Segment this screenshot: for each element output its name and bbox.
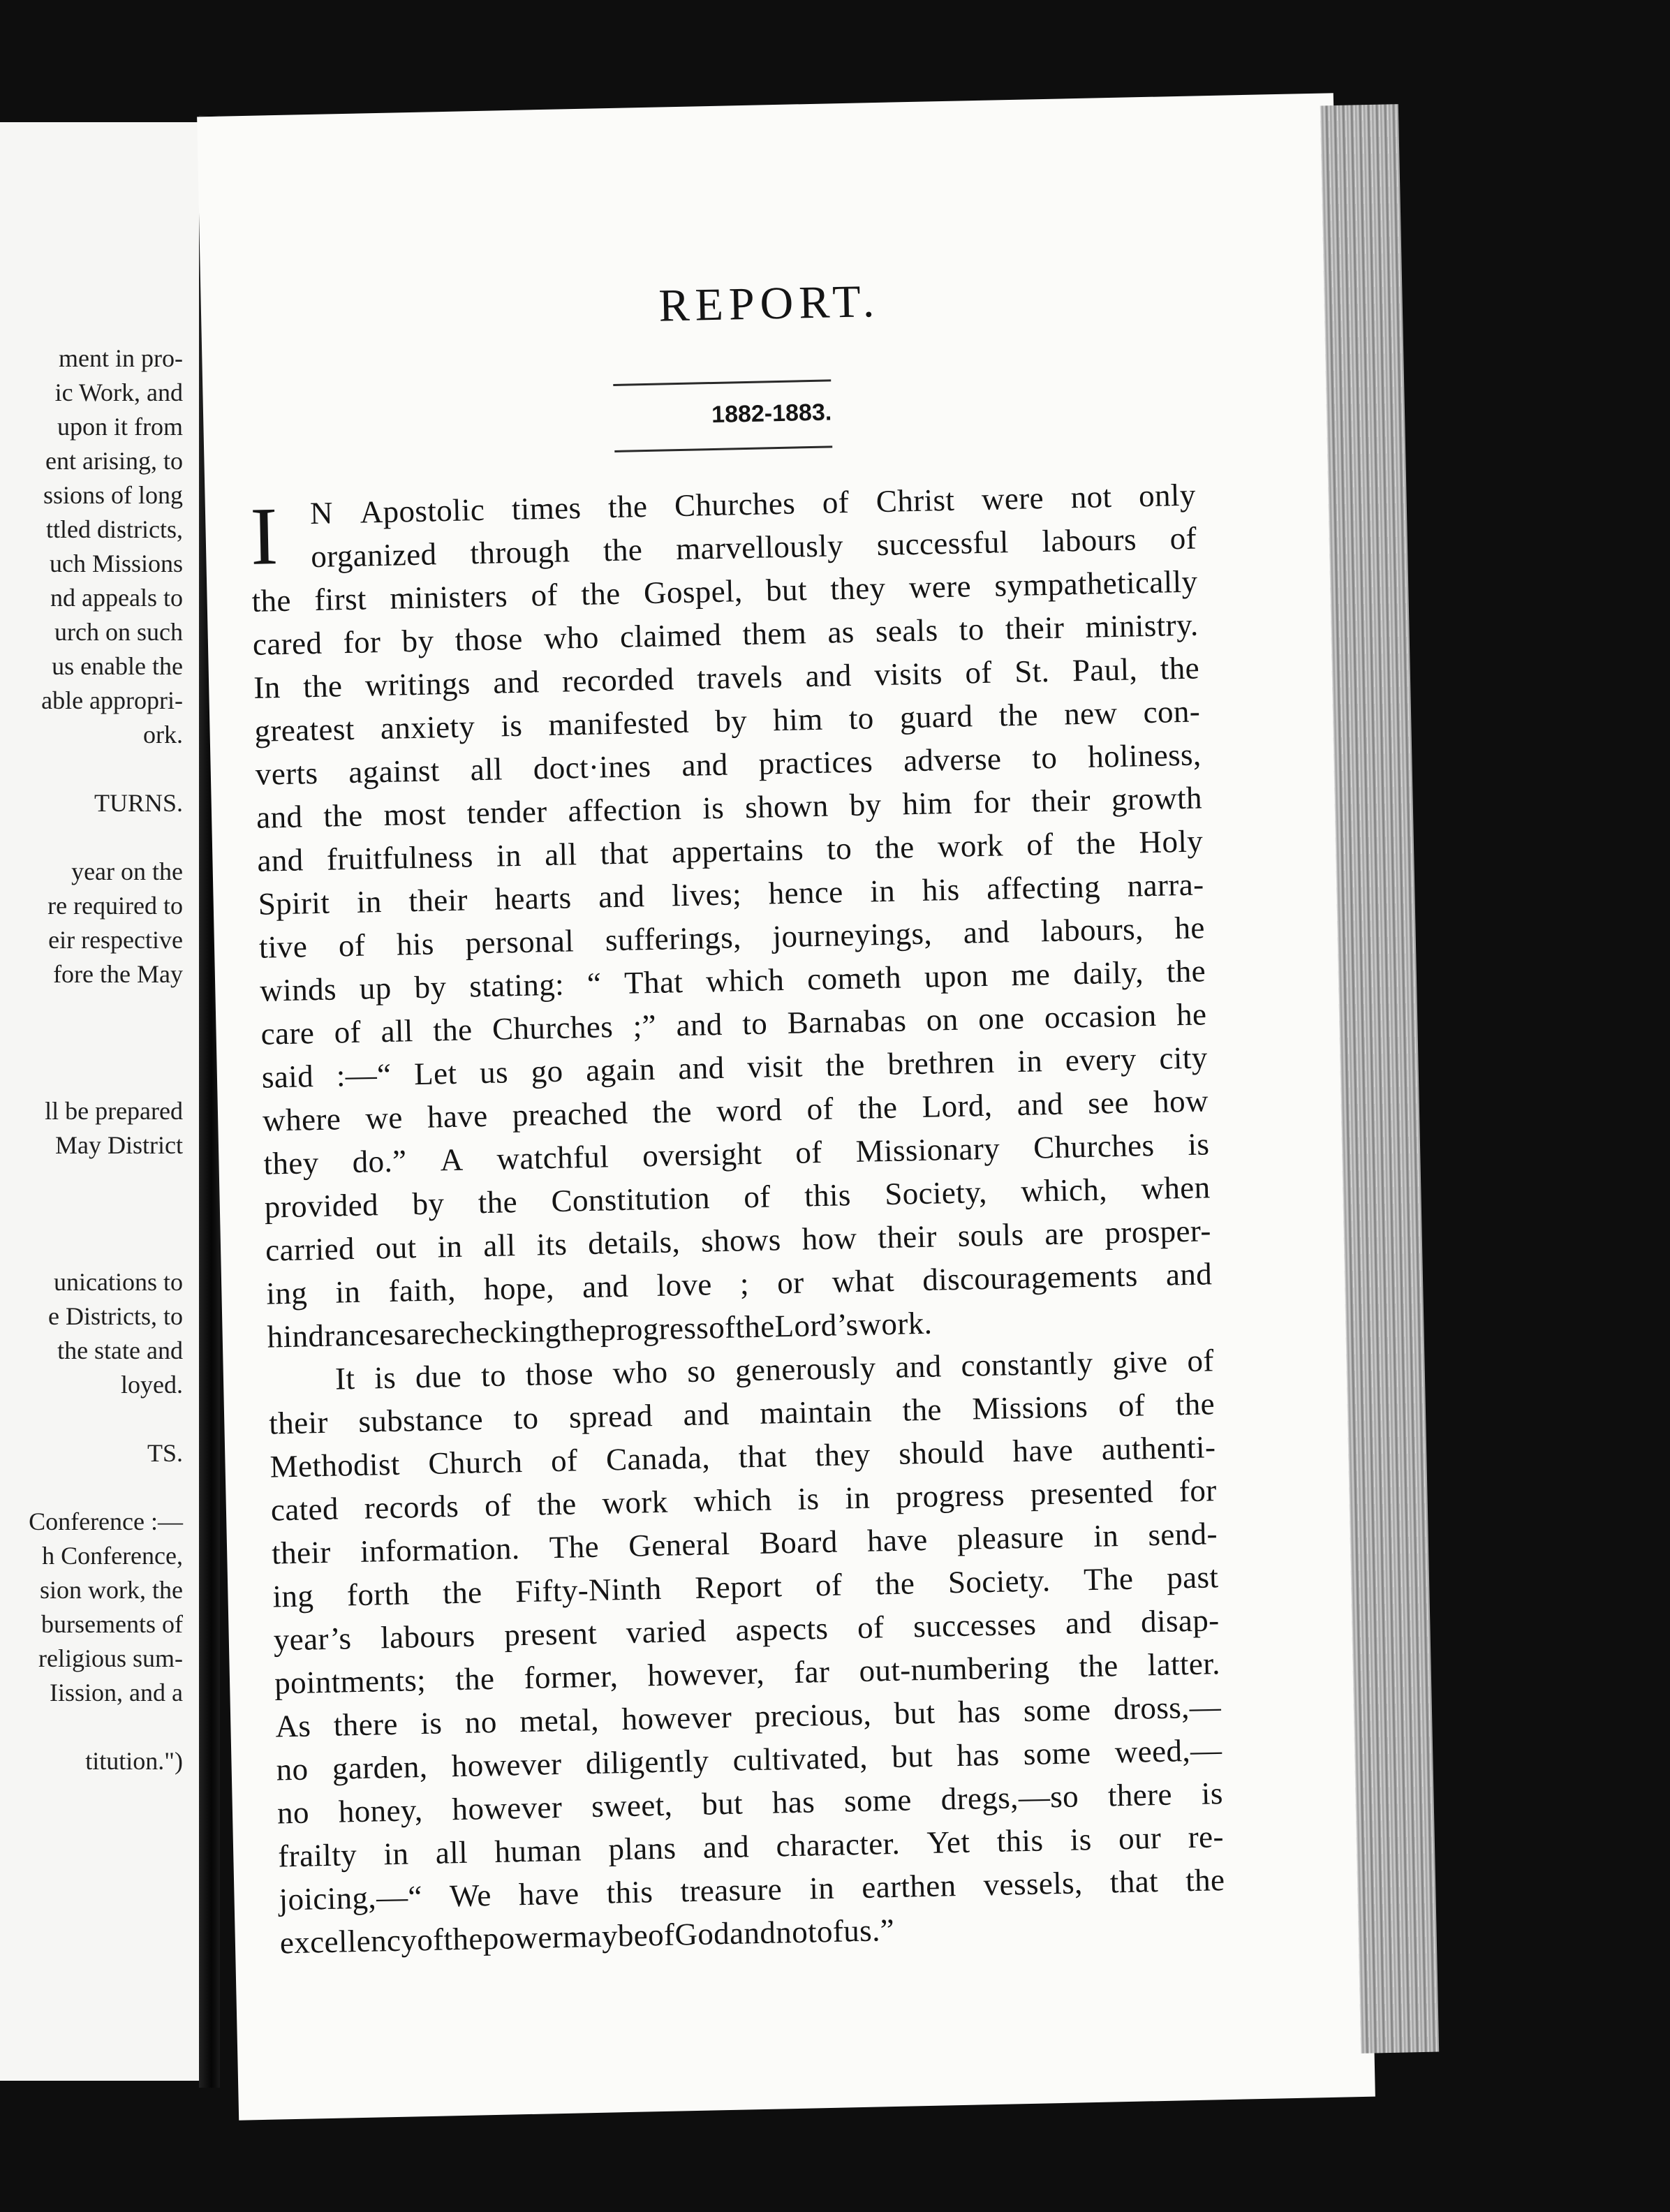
text-line: cared for by those who claimed them as seals to their ministry.	[252, 607, 1199, 662]
text-line: joicing,—“ We have this treasure in earthen vessels, that the	[279, 1862, 1225, 1917]
left-page-line: nd appeals to	[50, 584, 183, 612]
title-rule-bottom	[614, 445, 832, 452]
text-line: and the most tender affection is shown by him for their growth	[256, 780, 1203, 835]
left-page-line: year on the	[71, 857, 183, 885]
text-line: they do.” A watchful oversight of Missionary Churches is	[263, 1126, 1210, 1181]
title-rule-top	[613, 379, 831, 386]
left-page-line: ic Work, and	[54, 378, 183, 406]
left-page-line: Iission, and a	[50, 1679, 183, 1706]
left-page-line: urch on such	[54, 618, 183, 646]
left-page-line: able appropri-	[41, 686, 183, 714]
left-page-line: May District	[55, 1131, 183, 1159]
left-page-line: us enable the	[52, 652, 183, 680]
text-line: excellency of the power may be of God and not of us.”	[279, 1912, 895, 1961]
drop-cap: I	[249, 490, 279, 582]
left-facing-page	[0, 122, 199, 2081]
text-line: organized through the marvellously successful labours of	[310, 520, 1197, 575]
text-line: provided by the Constitution of this Society, which, when	[264, 1170, 1211, 1225]
text-line: winds up by stating: “ That which cometh upon me daily, the	[259, 953, 1206, 1008]
text-line: and fruitfulness in all that appertains to the work of the Holy	[256, 823, 1204, 878]
text-line: their substance to spread and maintain the Missions of the	[268, 1386, 1215, 1441]
left-page-line: unications to	[54, 1268, 183, 1296]
left-page-line: loyed.	[121, 1371, 183, 1399]
left-page-line: the state and	[57, 1336, 183, 1364]
text-line: where we have preached the word of the Lord, and see how	[262, 1083, 1209, 1138]
text-line: pointments; the former, however, far out-numbering the latter.	[274, 1646, 1221, 1701]
page-title: REPORT.	[658, 275, 880, 332]
left-page-line: bursements of	[41, 1610, 183, 1638]
text-line: It is due to those who so generously and constantly give of	[334, 1343, 1215, 1396]
text-line: year’s labours present varied aspects of successes and disap-	[273, 1602, 1220, 1658]
left-page-line: ent arising, to	[45, 447, 183, 475]
left-page-line: titution.")	[85, 1747, 183, 1775]
text-line: greatest anxiety is manifested by him to guard the new con-	[254, 693, 1201, 749]
report-page	[197, 93, 1375, 2120]
text-line: frailty in all human plans and character. Yet this is our re-	[277, 1819, 1225, 1874]
left-page-line: TS.	[147, 1439, 183, 1467]
left-page-line: h Conference,	[42, 1542, 183, 1570]
left-page-line: sion work, the	[40, 1576, 183, 1604]
left-page-line: ork.	[143, 721, 183, 749]
text-line: no garden, however diligently cultivated, but has some weed,—	[276, 1732, 1222, 1787]
text-line: their information. The General Board have pleasure in send-	[271, 1516, 1218, 1571]
left-page-line: ll be prepared	[45, 1097, 183, 1125]
left-page-line: ssions of long	[43, 481, 183, 509]
left-page-line: ment in pro-	[59, 344, 183, 372]
report-year: 1882-1883.	[711, 399, 832, 429]
text-line: ing in faith, hope, and love ; or what discouragements and	[265, 1256, 1213, 1311]
left-page-line: TURNS.	[94, 789, 183, 817]
text-line: As there is no metal, however precious, but has some dross,—	[274, 1689, 1222, 1744]
text-line: ing forth the Fifty-Ninth Report of the Society. The past	[272, 1559, 1219, 1614]
left-page-line: ttled districts,	[46, 515, 183, 543]
text-line: N Apostolic times the Churches of Christ were not only	[309, 477, 1197, 531]
text-line: In the writings and recorded travels and visits of St. Paul, the	[253, 650, 1200, 705]
left-page-line: upon it from	[57, 413, 183, 441]
left-page-line: re required to	[47, 892, 183, 920]
text-line: hindrances are checking the progress of the Lord’s work.	[267, 1305, 933, 1355]
left-page-line: e Districts, to	[48, 1302, 183, 1330]
left-page-line: fore the May	[53, 960, 183, 988]
text-line: Methodist Church of Canada, that they should have authenti-	[269, 1429, 1216, 1484]
text-line: Spirit in their hearts and lives; hence in his affecting narra-	[258, 867, 1204, 922]
text-line: verts against all doct·ines and practices adverse to holiness,	[255, 737, 1202, 792]
text-line: cated records of the work which is in progress presented for	[270, 1473, 1218, 1528]
text-line: the first ministers of the Gospel, but they were sympathetically	[251, 563, 1198, 619]
text-line: care of all the Churches ;” and to Barnabas on one occasion he	[260, 996, 1207, 1052]
left-page-line: uch Missions	[49, 550, 183, 577]
left-page-line: eir respective	[48, 926, 183, 954]
text-line: said :—“ Let us go again and visit the brethren in every city	[261, 1040, 1209, 1095]
left-page-line: religious sum-	[38, 1644, 183, 1672]
left-page-line: Conference :—	[29, 1507, 183, 1535]
text-line: no honey, however sweet, but has some dregs,—so there is	[276, 1776, 1224, 1831]
text-line: carried out in all its details, shows how their souls are prosper-	[265, 1213, 1212, 1268]
text-line: tive of his personal sufferings, journeyings, and labours, he	[258, 910, 1206, 965]
report-body	[249, 473, 1226, 1965]
